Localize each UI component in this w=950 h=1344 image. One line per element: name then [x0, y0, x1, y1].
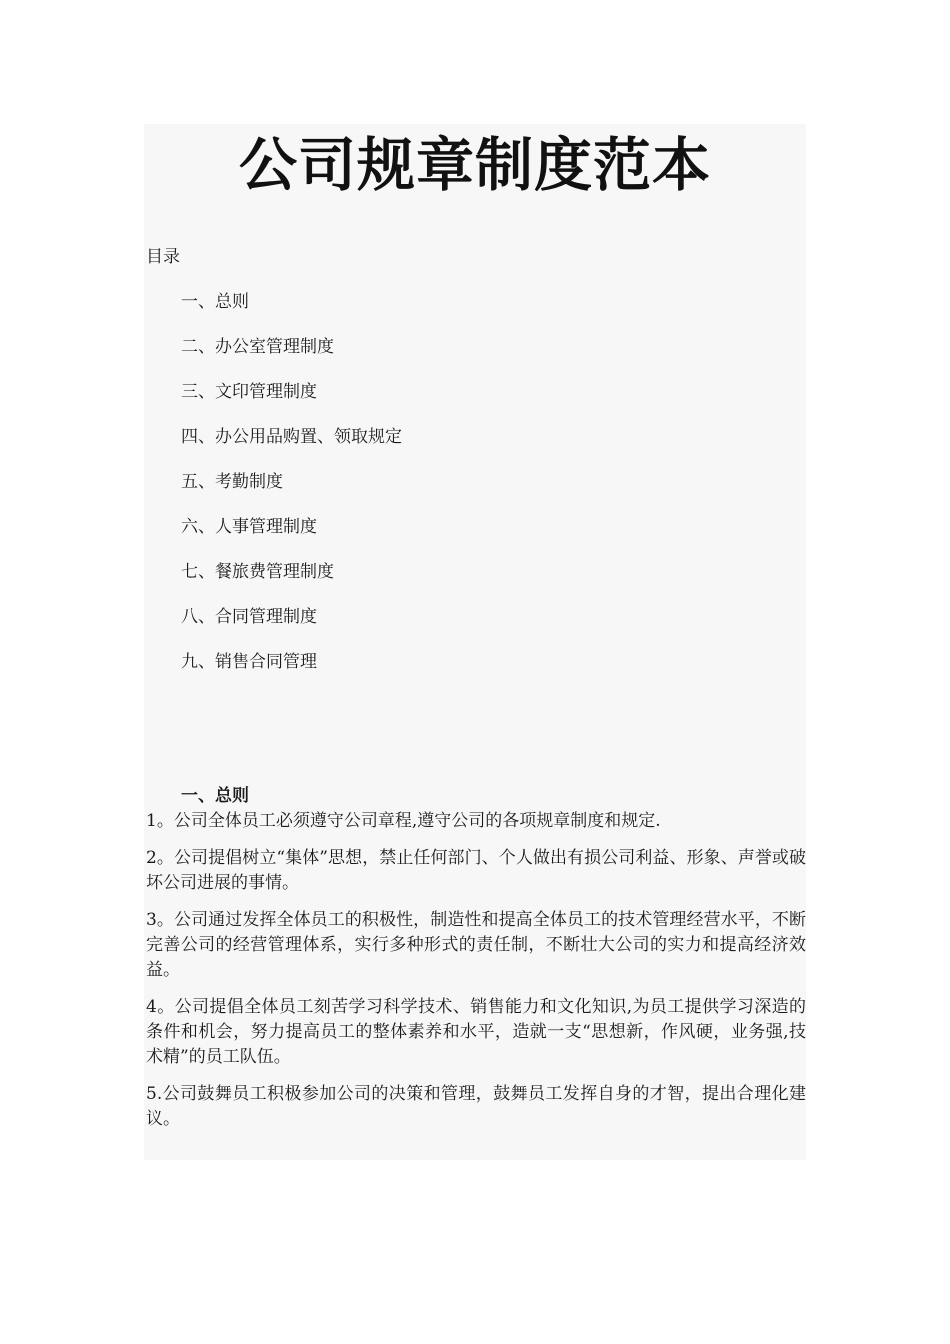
- toc-item: 三、文印管理制度: [181, 382, 317, 402]
- toc-item: 四、办公用品购置、领取规定: [181, 427, 402, 447]
- paragraph: 1。公司全体员工必须遵守公司章程,遵守公司的各项规章制度和规定.: [146, 811, 661, 831]
- section-body: [146, 809, 806, 1144]
- document-title: 公司规章制度范本: [238, 131, 711, 199]
- paragraph: 5.公司鼓舞员工积极参加公司的决策和管理，鼓舞员工发挥自身的才智，提出合理化建议。: [146, 1084, 806, 1129]
- toc-item: 五、考勤制度: [181, 472, 283, 492]
- toc-item: 一、总则: [181, 292, 249, 312]
- paragraph: 4。公司提倡全体员工刻苦学习科学技术、销售能力和文化知识,为员工提供学习深造的条件和机会，努力提高员工的整体素养和水平，造就一支“思想新，作风硬，业务强,技术精”的员工队伍。: [146, 997, 806, 1067]
- table-of-contents: [181, 291, 402, 696]
- toc-item: 八、合同管理制度: [181, 607, 317, 627]
- toc-heading: 目录: [146, 247, 180, 267]
- toc-item: 二、办公室管理制度: [181, 337, 334, 357]
- toc-item: 九、销售合同管理: [181, 652, 317, 672]
- paragraph: 2。公司提倡树立“集体”思想，禁止任何部门、个人做出有损公司利益、形象、声誉或破坏公司进展的事情。: [146, 848, 806, 893]
- toc-item: 七、餐旅费管理制度: [181, 562, 334, 582]
- document-page: [144, 124, 806, 1160]
- section-heading: 一、总则: [181, 786, 249, 806]
- paragraph: 3。公司通过发挥全体员工的积极性，制造性和提高全体员工的技术管理经营水平，不断完善公司的经营管理体系，实行多种形式的责任制，不断壮大公司的实力和提高经济效益。: [146, 910, 806, 980]
- toc-item: 六、人事管理制度: [181, 517, 317, 537]
